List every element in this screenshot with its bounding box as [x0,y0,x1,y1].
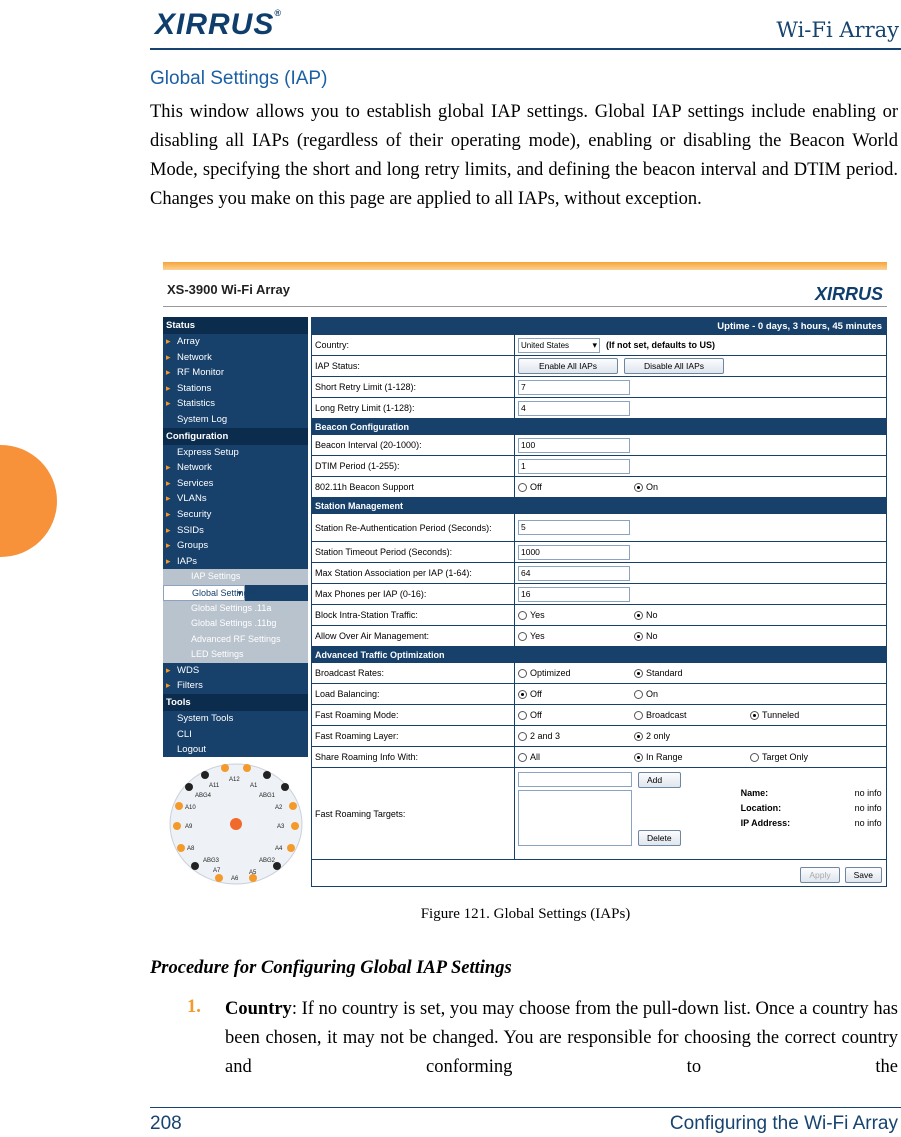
roam-mode-broadcast-radio[interactable]: Broadcast [634,710,744,720]
dial-label: A5 [249,870,257,876]
block-intra-no-radio[interactable]: No [634,610,744,620]
nav-item-cli[interactable]: CLI [177,728,192,740]
header-rule [150,48,901,50]
nav-sub-led-settings[interactable]: LED Settings [163,647,308,663]
beacon-section-header: Beacon Configuration [312,419,886,435]
dtim-input[interactable]: 1 [518,459,630,474]
dial-label: A3 [277,824,285,830]
long-retry-input[interactable]: 4 [518,401,630,416]
global-settings-panel [311,317,887,887]
nav-item-ssids[interactable]: ▸ SSIDs [163,523,308,539]
nav-item-statistics[interactable]: ▸ Statistics [163,396,308,412]
share-roaming-row [312,747,886,768]
roam-layer-2and3-radio[interactable]: 2 and 3 [518,731,628,741]
nav-item-filters[interactable]: ▸ Filters [163,678,308,694]
roam-mode-off-radio[interactable]: Off [518,710,628,720]
broadcast-rates-row [312,663,886,684]
nav-item-iaps[interactable]: ▸ IAPs [163,554,308,570]
short-retry-row [312,377,886,398]
station-section-header: Station Management [312,498,886,514]
nav-sub-global-11a[interactable]: Global Settings .11a [163,601,308,617]
nav-item-vlans[interactable]: ▸ VLANs [163,491,308,507]
nav-sub-global-11bg[interactable]: Global Settings .11bg [163,616,308,632]
short-retry-input[interactable]: 7 [518,380,630,395]
radio-selected-icon [634,483,643,492]
radio-icon [518,732,527,741]
broadcast-standard-radio[interactable]: Standard [634,668,744,678]
beacon-support-row [312,477,886,498]
load-balancing-off-radio[interactable]: Off [518,689,628,699]
nav-item-stations[interactable]: ▸ Stations [163,381,308,397]
nav-section-status[interactable]: Status [163,317,308,334]
country-label: Country: [315,335,515,355]
step-1-text [225,995,898,1082]
fast-roam-layer-row [312,726,886,747]
iap-status-row [312,356,886,377]
iap-status-label: IAP Status: [315,356,515,376]
dial-label: A9 [185,824,193,830]
broadcast-optimized-radio[interactable]: Optimized [518,668,628,678]
step-number: 1. [187,997,201,1017]
dial-label: A12 [229,777,240,783]
ip-value: no info [854,818,882,828]
xirrus-logo: XIRRUS® [155,8,282,41]
country-note: (If not set, defaults to US) [606,340,715,350]
running-header-title: Wi-Fi Array [776,18,899,42]
nav-item-network[interactable]: ▸ Network [163,350,308,366]
timeout-input[interactable]: 1000 [518,545,630,560]
beacon-interval-input[interactable]: 100 [518,438,630,453]
dial-label: ABG4 [195,793,212,799]
fast-roam-layer-label: Fast Roaming Layer: [315,726,515,746]
dial-label: ABG3 [203,858,220,864]
uptime-bar: Uptime - 0 days, 3 hours, 45 minutes [312,318,886,335]
nav-item-express-setup[interactable]: Express Setup [177,446,239,458]
nav-section-configuration[interactable]: Configuration [163,428,308,445]
nav-item-array[interactable]: ▸ Array [163,334,308,350]
procedure-heading: Procedure for Configuring Global IAP Settings [150,958,512,978]
dial-label: ABG2 [259,858,276,864]
long-retry-row [312,398,886,419]
ip-label: IP Address: [740,818,791,828]
broadcast-rates-label: Broadcast Rates: [315,663,515,683]
nav-item-system-log[interactable]: System Log [177,413,228,425]
radio-selected-icon [634,732,643,741]
section-tab-marker [0,445,57,557]
max-phones-label: Max Phones per IAP (0-16): [315,584,515,604]
radio-icon [750,753,759,762]
name-value: no info [854,788,882,798]
dial-label: A11 [209,783,220,789]
radio-icon [518,711,527,720]
targets-list[interactable] [518,790,632,846]
panel-actions [800,867,882,883]
array-radio-dial [167,762,305,886]
share-all-radio[interactable]: All [518,752,628,762]
location-value: no info [854,803,882,813]
load-balancing-row [312,684,886,705]
dial-label: A7 [213,868,221,874]
intro-paragraph: This window allows you to establish global IAP settings. Global IAP settings include enabling or disabling all IAPs (regardless of their operating mode), enabling or disabling the Beacon World Mode, specifying the short and long retry limits, and defining the beacon interval and DTIM period. Changes you make on this page are applied to all IAPs, without exception. [150,102,898,209]
radio-selected-icon [518,690,527,699]
nav-item-logout[interactable]: Logout [177,744,207,756]
beacon-support-on-radio[interactable]: On [634,482,744,492]
roam-layer-2only-radio[interactable]: 2 only [634,731,744,741]
beacon-support-label: 802.11h Beacon Support [315,477,515,497]
max-assoc-input[interactable]: 64 [518,566,630,581]
dtim-row [312,456,886,477]
beacon-interval-row [312,435,886,456]
window-logo: XIRRUS [814,284,883,304]
air-mgmt-row [312,626,886,647]
air-mgmt-no-radio[interactable]: No [634,631,744,641]
share-target-only-radio[interactable]: Target Only [750,752,860,762]
dial-label: A4 [275,846,283,852]
figure-caption: Figure 121. Global Settings (IAPs) [420,906,631,922]
sidebar-nav [163,317,308,757]
location-label: Location: [740,803,782,813]
nav-item-services[interactable]: ▸ Services [163,476,308,492]
share-roaming-label: Share Roaming Info With: [315,747,515,767]
fast-roam-mode-label: Fast Roaming Mode: [315,705,515,725]
nav-section-tools[interactable]: Tools [163,694,308,711]
target-info [741,786,882,831]
roaming-targets-row [312,768,886,860]
max-phones-row [312,584,886,605]
share-in-range-radio[interactable]: In Range [634,752,744,762]
beacon-interval-label: Beacon Interval (20-1000): [315,435,515,455]
roaming-targets-label: Fast Roaming Targets: [315,768,515,859]
dial-label: A1 [250,783,258,789]
radio-selected-icon [634,632,643,641]
block-intra-yes-radio[interactable]: Yes [518,610,628,620]
enable-all-iaps-button[interactable]: Enable All IAPs [518,358,618,374]
nav-item-security[interactable]: ▸ Security [163,507,308,523]
short-retry-label: Short Retry Limit (1-128): [315,377,515,397]
load-balancing-label: Load Balancing: [315,684,515,704]
country-row [312,335,886,356]
radio-selected-icon [634,753,643,762]
figure-screenshot [163,262,887,887]
reauth-row [312,514,886,542]
nav-item-config-network[interactable]: ▸ Network [163,460,308,476]
window-divider [163,306,887,307]
disable-all-iaps-button[interactable]: Disable All IAPs [624,358,724,374]
step-1-term: Country [225,999,292,1019]
step-1-body: : If no country is set, you may choose from the pull-down list. Once a country has been chosen, it may not be changed. You are responsible for choosing the correct country and conforming to the [225,999,898,1077]
dial-label: A10 [185,805,196,811]
max-assoc-row [312,563,886,584]
footer-chapter: Configuring the Wi-Fi Array [669,1113,898,1134]
reauth-label: Station Re-Authentication Period (Seconds): [315,514,515,541]
max-assoc-label: Max Station Association per IAP (1-64): [315,563,515,583]
radio-icon [518,483,527,492]
radio-icon [634,690,643,699]
dial-label: ABG1 [259,793,276,799]
fast-roam-mode-row [312,705,886,726]
dial-label: A6 [231,876,239,882]
nav-sub-advanced-rf[interactable]: Advanced RF Settings [163,632,308,648]
block-intra-label: Block Intra-Station Traffic: [315,605,515,625]
radio-icon [518,632,527,641]
section-heading: Global Settings (IAP) [150,68,328,89]
country-select[interactable]: United States ▾ [518,338,600,353]
name-label: Name: [740,788,769,798]
nav-item-wds[interactable]: ▸ WDS [163,663,308,679]
nav-sub-iap-settings[interactable]: IAP Settings [163,569,308,585]
window-title: XS-3900 Wi-Fi Array [167,282,290,297]
long-retry-label: Long Retry Limit (1-128): [315,398,515,418]
air-mgmt-label: Allow Over Air Management: [315,626,515,646]
timeout-row [312,542,886,563]
dial-label: A8 [187,846,195,852]
radio-selected-icon [634,611,643,620]
ato-section-header: Advanced Traffic Optimization [312,647,886,663]
radio-selected-icon [750,711,759,720]
target-entry-input[interactable] [518,772,632,787]
delete-target-button[interactable]: Delete [638,830,681,846]
max-phones-input[interactable]: 16 [518,587,630,602]
roam-mode-tunneled-radio[interactable]: Tunneled [750,710,860,720]
radio-icon [634,711,643,720]
apply-button[interactable]: Apply [800,867,839,883]
reauth-input[interactable]: 5 [518,520,630,535]
block-intra-row [312,605,886,626]
nav-item-groups[interactable]: ▸ Groups [163,538,308,554]
nav-sub-global-settings[interactable]: Global Settings ▾ [163,585,245,601]
radio-icon [518,669,527,678]
window-top-stripe [163,262,887,270]
load-balancing-on-radio[interactable]: On [634,689,744,699]
beacon-support-off-radio[interactable]: Off [518,482,628,492]
save-button[interactable]: Save [845,867,882,883]
nav-item-system-tools[interactable]: System Tools [177,713,234,725]
add-target-button[interactable]: Add [638,772,681,788]
page-number: 208 [150,1113,182,1134]
nav-item-rf-monitor[interactable]: ▸ RF Monitor [163,365,308,381]
radio-selected-icon [634,669,643,678]
radio-icon [518,753,527,762]
footer-rule [150,1107,901,1108]
timeout-label: Station Timeout Period (Seconds): [315,542,515,562]
dial-label: A2 [275,805,283,811]
air-mgmt-yes-radio[interactable]: Yes [518,631,628,641]
dtim-label: DTIM Period (1-255): [315,456,515,476]
radio-icon [518,611,527,620]
